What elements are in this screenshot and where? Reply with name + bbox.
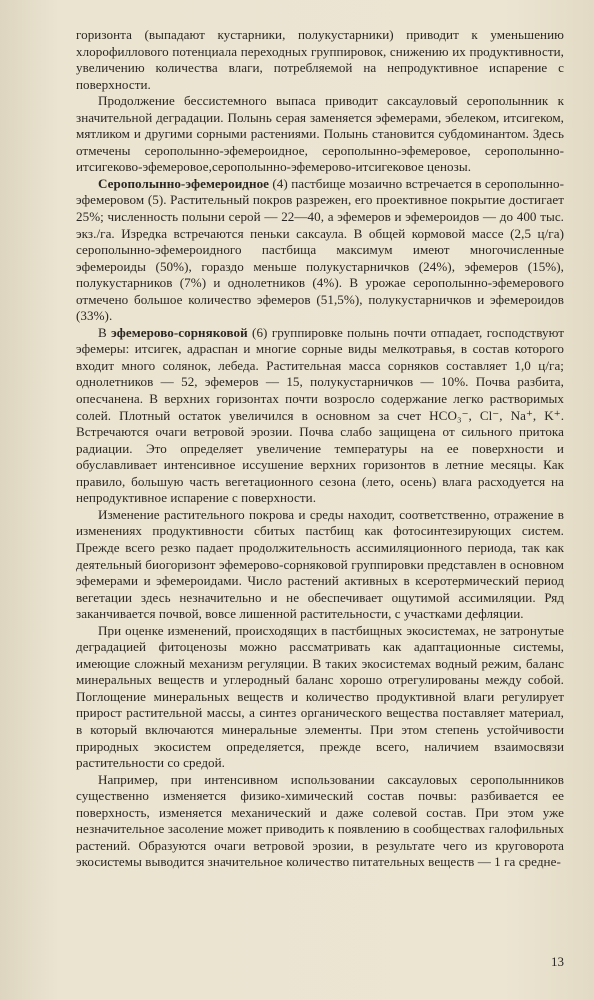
paragraph bbox=[76, 93, 564, 176]
body-text bbox=[76, 27, 564, 871]
text-run: В bbox=[98, 324, 112, 340]
paragraph bbox=[76, 325, 564, 507]
text-run: горизонта (выпадают кустарники, полукустарники) приводит к уменьшению хлорофиллового потенциала переходных группировок, снижению их продуктивности, увеличению количества влаги, потребляемой на непродуктивное испарение с поверхности. bbox=[76, 27, 564, 92]
paragraph bbox=[76, 623, 564, 772]
paragraph bbox=[76, 507, 564, 623]
paragraph bbox=[76, 772, 564, 871]
paragraph bbox=[76, 176, 564, 325]
text-run: При оценке изменений, происходящих в пастбищных экосистемах, не затронутые деградацией фитоценозы можно рассматривать как адаптационные системы, имеющие сложный механизм регуляции. В таких экосистемах водный режим, баланс минеральных веществ и углеродный баланс хорошо отрегулированы между собой. Поглощение минеральных веществ и количество продуктивной влаги регулирует прирост растительной массы, а синтез органического вещества поставляет материал, в который включаются минеральные элементы. При этом степень устойчивости природных экосистем определяется, прежде всего, наличием взаимосвязи растительности со средой. bbox=[76, 622, 564, 771]
term-highlight: Серополынно-эфемероидное bbox=[98, 175, 270, 191]
text-run: Например, при интенсивном использовании саксауловых серополынников существенно изменяется физико-химический состав почвы: разбивается ее поверхность, изменяется механический и даже солевой состав. При этом уже незначительное засоление может приводить к появлению в сообществах галофильных растений. Образуются очаги ветровой эрозии, в результате чего из круговорота экосистемы выводится значительное количество питательных веществ — 1 га средне- bbox=[76, 771, 564, 870]
term-highlight: эфемерово-сорняковой bbox=[111, 324, 248, 340]
text-run: Изменение растительного покрова и среды находит, соответственно, отражение в изменениях продуктивности сбитых пастбищ как фотосинтезирующих систем. Прежде всего резко падает продолжительность ассимиляционного периода, так как деятельный биогоризонт эфемерово-сорняковой группировки представлен в основном эфемерами и эфемероидами. Число растений активных в ксеротермический период вегетации здесь незначительно и не обеспечивает ощутимой ассимиляции. Ряд заканчивается почвой, вовсе лишенной растительности, с участками дефляции. bbox=[76, 506, 564, 622]
page-number: 13 bbox=[551, 954, 564, 969]
text-run: . Встречаются очаги ветровой эрозии. Почва слабо защищена от сильного притока радиации. Это определяет увеличение температуры на ее поверхности и обуславливает интенсивное иссушение верхних горизонтов в летние месяцы. Как правило, большую часть вегетационного сезона (лето, осень) влага расходуется на непродуктивное испарение с поверхности. bbox=[76, 407, 565, 506]
text-run: (6) группировке полынь почти отпадает, господствуют эфемеры: итсигек, адраспан и многие сорные виды мелкотравья, в состав которого входит много солянок, лебеда. Растительная масса сорняков составляет 1,0 ц/га; однолетников — 52, эфемеров — 15, полукустарничков — 10%. Почва разбита, опесчанена. В верхних горизонтах почти возросло содержание легко растворимых солей. Плотный остаток увеличился в основном за счет bbox=[76, 324, 565, 423]
paragraph-continuation bbox=[76, 27, 564, 93]
text-run: (4) пастбище мозаично встречается в серополынно-эфемеровом (5). Растительный покров разрежен, его проективное покрытие достигает 25%; численность полыни серой — 22—40, а эфемеров и эфемероидов — до 400 тыс. экз./га. Изредка встречаются пеньки саксаула. В общей кормовой массе (2,5 ц/га) серополынно-эфемероидного пастбища максимум имеют многочисленные эфемероиды (50%), гораздо меньше полукустарничков (24%), эфемеров (15%), полукустарников (7%) и однолетников (4%). В урожае серополынно-эфемерового отмечено большое количество эфемеров (51,5%), полукустарничков и эфемероидов (33%). bbox=[76, 175, 564, 324]
chemical-formula: HCO₃⁻, Cl⁻, Na⁺, K⁺ bbox=[429, 407, 561, 423]
text-run: Продолжение бессистемного выпаса приводит саксауловый серополынник к значительной деградации. Полынь серая заменяется эфемерами, эбелеком, итсигеком, мятликом и другими сорными растениями. Полынь становится субдоминантом. Здесь отмечены серополынно-эфемероидное, серополынно-эфемеровое, серополынно-итсигеково-эфемеровое,серополынно-эфемерово-итсигековое ценозы. bbox=[76, 93, 564, 175]
